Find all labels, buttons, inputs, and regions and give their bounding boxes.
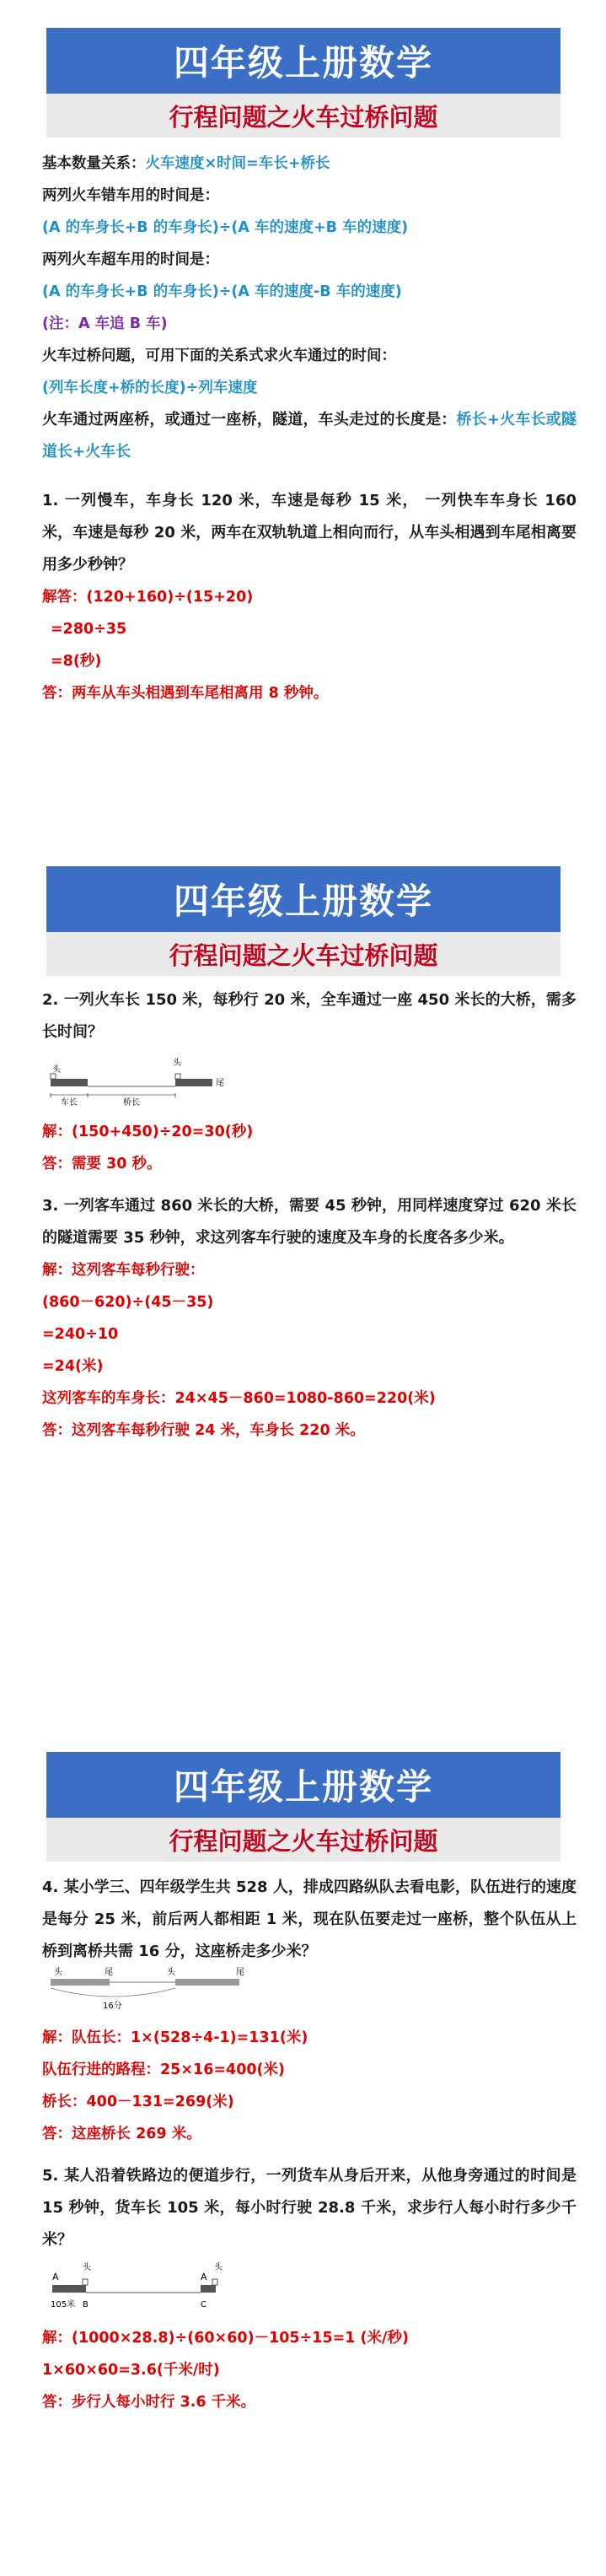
q5-answer: 答：步行人每小时行 3.6 千米。 (42, 2394, 256, 2411)
question-3: 3. 一列客车通过 860 米长的大桥，需要 45 秒钟，用同样速度穿过 620 米长的隧道需要 35 秒钟，求这列客车行驶的速度及车身的长度各多少米。 (42, 1197, 577, 1247)
title-banner (46, 866, 560, 932)
head-label-2: 头 (173, 1059, 181, 1068)
bridge-label: 火车过桥问题，可用下面的关系式求火车通过的时间： (42, 348, 396, 364)
train-end (175, 1079, 212, 1086)
page-subtitle: 行程问题之火车过桥问题 (169, 940, 438, 970)
page-1 (0, 28, 606, 709)
subtitle-bar (46, 1818, 560, 1862)
tail-label-2: 尾 (236, 1968, 244, 1977)
q5-solution-1: 解：(1000×28.8)÷(60×60)－105÷15=1 (米/秒) (42, 2330, 409, 2347)
q4-diagram (49, 1964, 260, 2012)
head-label-2: 头 (214, 2263, 223, 2272)
train-end (201, 2285, 216, 2293)
troop-start (51, 1979, 110, 1986)
length-formula: 桥长+火车长或隧道长+火车长 (42, 411, 577, 461)
page-title: 四年级上册数学 (173, 881, 433, 922)
car-length-label: 车长 (61, 1098, 78, 1106)
q3-solution-2: (860－620)÷(45－35) (42, 1294, 214, 1311)
question-1: 1. 一列慢车，车身长 120 米，车速是每秒 15 米， 一列快车车身长 160 米，车速是每秒 20 米，两车在双轨轨道上相向而行，从车头相遇到车尾相离要用多少秒钟？ (42, 492, 577, 574)
q1-answer: 答：两车从车头相遇到车尾相离用 8 秒钟。 (42, 685, 329, 702)
q4-answer: 答：这座桥长 269 米。 (42, 2126, 201, 2142)
q3-solution-5: 这列客车的车身长：24×45－860=1080-860=220(米) (42, 1390, 436, 1407)
time-brace (51, 1988, 175, 1997)
meet-label: 两列火车错车用的时间是： (42, 187, 219, 204)
time-label: 16分 (103, 2002, 122, 2011)
train-length-label: 105米 (51, 2300, 76, 2309)
head-label-1: 头 (83, 2263, 91, 2272)
page-title: 四年级上册数学 (173, 1766, 433, 1808)
head-marker (175, 1074, 180, 1079)
head-label-1: 头 (52, 1065, 61, 1075)
page-title: 四年级上册数学 (173, 42, 433, 84)
q3-answer: 答：这列客车每秒行驶 24 米，车身长 220 米。 (42, 1422, 365, 1439)
head-label-1: 头 (54, 1968, 62, 1977)
q1-solution-3: =8(秒) (51, 653, 102, 670)
q2-diagram (49, 1054, 243, 1106)
intro-section (0, 137, 606, 709)
pass-label: 两列火车超车用的时间是： (42, 251, 219, 268)
length-line: 火车通过两座桥，或通过一座桥，隧道，车头走过的长度是：桥长+火车长或隧道长+火车长 (42, 411, 577, 461)
q3-solution-3: =240÷10 (42, 1326, 119, 1343)
point-c-label: C (201, 2300, 206, 2309)
subtitle-bar (46, 94, 560, 137)
page-subtitle: 行程问题之火车过桥问题 (169, 1826, 438, 1856)
question-4: 4. 某小学三、四年级学生共 528 人，排成四路纵队去看电影，队伍进行的速度是每分 25 米，前后两人都相距 1 米，现在队伍要走过一座桥，整个队伍从上桥到离桥共需 16 分，这座桥走多少米？ (42, 1878, 577, 1960)
q5-solution-2: 1×60×60=3.6(千米/时) (42, 2362, 220, 2379)
q3-solution-1: 解：这列客车每秒行驶： (42, 1262, 205, 1279)
troop-end (175, 1979, 239, 1986)
tail-label-1: 尾 (105, 1968, 113, 1977)
point-a-label-1: A (52, 2272, 59, 2282)
page-subtitle: 行程问题之火车过桥问题 (169, 102, 438, 132)
q1-solution-2: =280÷35 (51, 621, 127, 638)
title-banner (46, 28, 560, 94)
bridge-length-label: 桥长 (123, 1098, 140, 1106)
basic-relation-line: 基本数量关系：火车速度×时间=车长+桥长 (42, 155, 330, 172)
tail-label: 尾 (216, 1079, 224, 1088)
q2-solution: 解：(150+450)÷20=30(秒) (42, 1124, 254, 1140)
head-label-2: 头 (167, 1968, 175, 1977)
meet-formula: (A 的车身长+B 的车身长)÷(A 车的速度+B 车的速度) (42, 219, 409, 236)
subtitle-bar (46, 932, 560, 976)
basic-formula: 火车速度×时间=车长+桥长 (145, 155, 330, 172)
pass-formula: (A 的车身长+B 的车身长)÷(A 车的速度-B 车的速度) (42, 283, 402, 300)
head-marker (83, 2279, 88, 2285)
q5-diagram (49, 2261, 260, 2312)
q4-solution-1: 解：队伍长：1×(528÷4-1)=131(米) (42, 2029, 308, 2046)
question-5: 5. 某人沿着铁路边的便道步行，一列货车从身后开来，从他身旁通过的时间是 15 秒钟，货车长 105 米，每小时行驶 28.8 千米，求步行人每小时行多少千米？ (42, 2167, 577, 2249)
title-banner (46, 1752, 560, 1818)
q4-solution-3: 桥长：400－131=269(米) (42, 2094, 234, 2110)
bridge-formula: (列车长度+桥的长度)÷列车速度 (42, 380, 258, 396)
point-b-label: B (83, 2300, 88, 2309)
page-3 (0, 1752, 606, 2418)
q4-solution-2: 队伍行进的路程：25×16=400(米) (42, 2061, 286, 2078)
q2-answer: 答：需要 30 秒。 (42, 1156, 162, 1172)
point-a-label-2: A (201, 2272, 207, 2282)
q3-solution-4: =24(米) (42, 1358, 104, 1375)
train-start (51, 1079, 88, 1086)
page-2 (0, 866, 606, 1447)
note: (注：A 车追 B 车) (42, 315, 168, 332)
head-marker (212, 2279, 217, 2285)
q1-solution-1: 解答：(120+160)÷(15+20) (42, 589, 254, 606)
train-start (52, 2285, 86, 2293)
question-2: 2. 一列火车长 150 米，每秒行 20 米，全车通过一座 450 米长的大桥，需多长时间？ (42, 991, 577, 1041)
